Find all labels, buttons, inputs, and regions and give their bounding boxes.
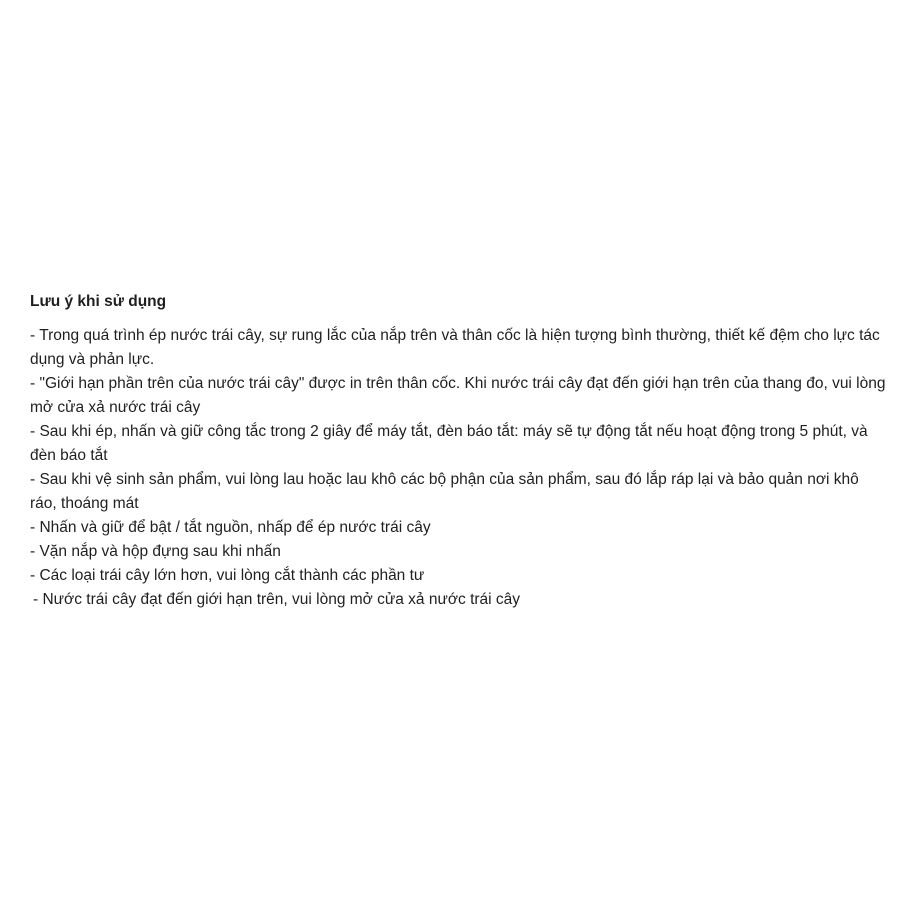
note-item: - Các loại trái cây lớn hơn, vui lòng cắt thành các phần tư <box>30 567 425 584</box>
note-item: - Trong quá trình ép nước trái cây, sự rung lắc của nắp trên và thân cốc là hiện tượng bình thường, thiết kế đệm cho lực tác dụng và phản lực. <box>30 327 880 368</box>
note-item: - Vặn nắp và hộp đựng sau khi nhấn <box>30 543 281 560</box>
note-item: - "Giới hạn phần trên của nước trái cây" được in trên thân cốc. Khi nước trái cây đạt đến giới hạn trên của thang đo, vui lòng mở cửa xả nước trái cây <box>30 375 886 416</box>
note-item: - Sau khi ép, nhấn và giữ công tắc trong 2 giây để máy tắt, đèn báo tắt: máy sẽ tự động tắt nếu hoạt động trong 5 phút, và đèn báo tắt <box>30 423 868 464</box>
section-heading: Lưu ý khi sử dụng <box>30 293 167 310</box>
usage-notes-list <box>30 324 886 612</box>
note-item: - Sau khi vệ sinh sản phẩm, vui lòng lau hoặc lau khô các bộ phận của sản phẩm, sau đó lắp ráp lại và bảo quản nơi khô ráo, thoáng mát <box>30 471 859 512</box>
usage-notes-section <box>30 292 886 612</box>
note-item: - Nhấn và giữ để bật / tắt nguồn, nhấp để ép nước trái cây <box>30 519 431 536</box>
note-item: - Nước trái cây đạt đến giới hạn trên, vui lòng mở cửa xả nước trái cây <box>33 591 521 608</box>
